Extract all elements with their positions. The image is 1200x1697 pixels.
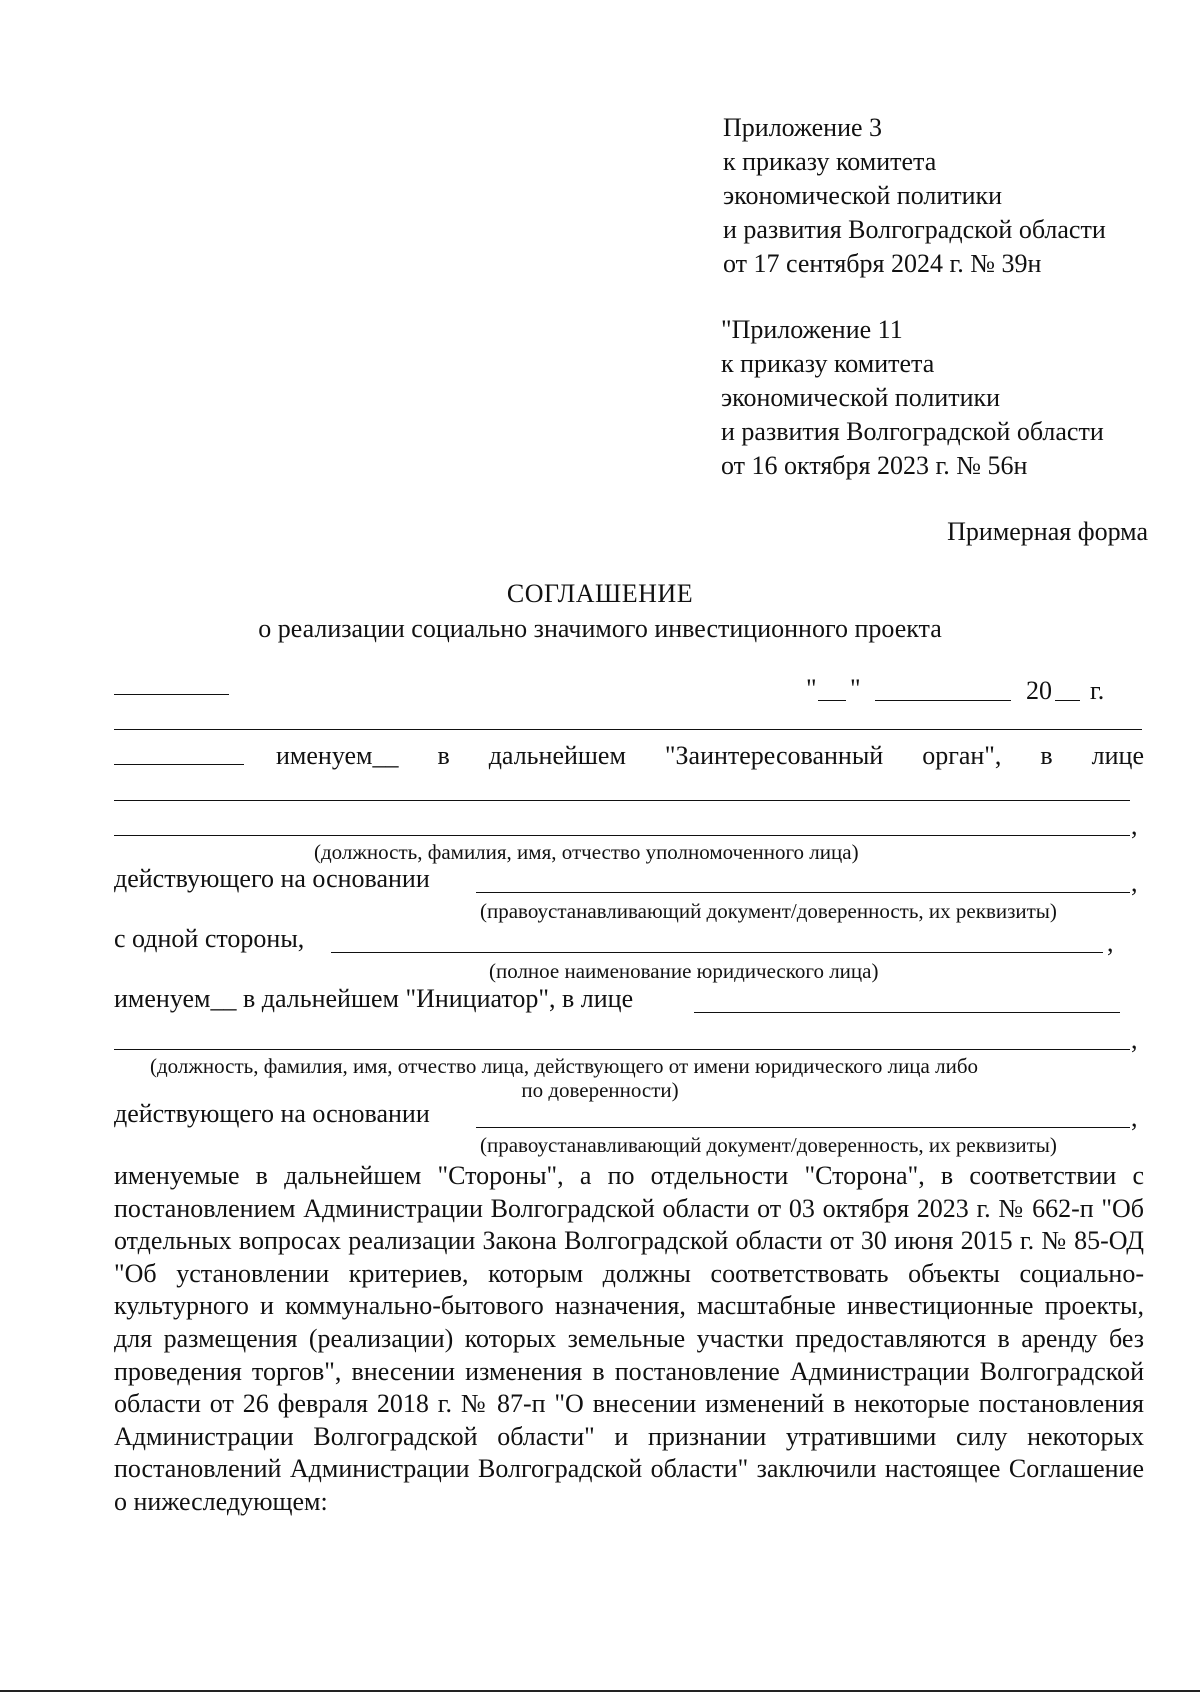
official-blank-2[interactable]: [114, 835, 1130, 836]
person-word: лице: [1091, 741, 1144, 770]
initiator-official-caption-2: по доверенности): [521, 1078, 679, 1102]
appendix-block: [723, 111, 1106, 281]
organ-word-2: орган",: [922, 741, 1002, 770]
appendix-line: к приказу комитета: [723, 147, 937, 176]
year-prefix: 20: [1026, 676, 1052, 705]
appendix-prev-line: от 16 октября 2023 г. № 56н: [721, 451, 1028, 480]
initiator-official-caption-1: (должность, фамилия, имя, отчество лица, действующего от имени юридического лица либо: [150, 1054, 979, 1078]
comma: ,: [1131, 868, 1138, 897]
initiator-label: именуем__ в дальнейшем "Инициатор", в лице: [114, 984, 634, 1013]
appendix-prev-line: экономической политики: [721, 383, 1001, 412]
named-word: именуем__: [276, 741, 399, 770]
appendix-prev-block: [721, 313, 1104, 483]
form-label: Примерная форма: [947, 517, 1148, 546]
appendix-prev-line: к приказу комитета: [721, 349, 935, 378]
appendix-line: Приложение 3: [723, 113, 883, 142]
appendix-prev-line: и развития Волгоградской области: [721, 417, 1104, 446]
document-subtitle: о реализации социально значимого инвестиционного проекта: [258, 614, 942, 643]
year-blank[interactable]: [1055, 700, 1080, 701]
comma: ,: [1131, 811, 1138, 840]
basis-caption: (правоустанавливающий документ/доверенность, их реквизиты): [480, 899, 1057, 923]
day-blank[interactable]: [818, 700, 846, 701]
appendix-line: и развития Волгоградской области: [723, 215, 1106, 244]
comma: ,: [1131, 1025, 1138, 1054]
acting-basis-label: действующего на основании: [114, 864, 430, 893]
document-title: СОГЛАШЕНИЕ: [506, 579, 694, 608]
month-blank[interactable]: [875, 700, 1011, 701]
one-side-label: с одной стороны,: [114, 924, 305, 953]
official-caption: (должность, фамилия, имя, отчество уполномоченного лица): [314, 840, 859, 864]
organ-naming-row: [276, 739, 1144, 772]
basis-caption-2: (правоустанавливающий документ/доверенность, их реквизиты): [480, 1133, 1057, 1157]
organ-word: "Заинтересованный: [664, 741, 884, 770]
date-quote-open: ": [806, 674, 817, 703]
legal-name-blank[interactable]: [331, 952, 1103, 953]
appendix-line: от 17 сентября 2024 г. № 39н: [723, 249, 1042, 278]
basis-blank-2[interactable]: [476, 1127, 1130, 1128]
year-suffix: г.: [1090, 676, 1105, 705]
official-blank-1[interactable]: [114, 800, 1130, 801]
acting-basis-label-2: действующего на основании: [114, 1099, 430, 1128]
initiator-official-blank[interactable]: [114, 1049, 1130, 1050]
preamble-paragraph: именуемые в дальнейшем "Стороны", а по отдельности "Сторона", в соответствии с постановлением Администрации Волгоградской области от 03 октября 2023 г. № 662-п "Об отдельных вопросах реализации Закона Волгоградской области от 30 июня 2015 г. № 85-ОД "Об установлении критериев, которым должны соответствовать объекты социально-культурного и коммунально-бытового назначения, масштабные инвестиционные проекты, для размещения (реализации) которых земельные участки предоставляются в аренду без проведения торгов", внесении изменения в постановление Администрации Волгоградской области от 26 февраля 2018 г. № 87-п "О внесении изменений в некоторые постановления Администрации Волгоградской области" и признании утратившими силу некоторых постановлений Администрации Волгоградской области" заключили настоящее Соглашение о нижеследующем:: [114, 1161, 1144, 1516]
organ-short-blank[interactable]: [114, 764, 244, 765]
comma: ,: [1107, 928, 1114, 957]
organ-name-blank[interactable]: [114, 729, 1142, 730]
comma: ,: [1131, 1103, 1138, 1132]
in-word-2: в: [1040, 741, 1053, 770]
place-blank[interactable]: [114, 694, 229, 695]
date-quote-close: ": [850, 674, 861, 703]
further-word: дальнейшем: [488, 741, 626, 770]
legal-name-caption: (полное наименование юридического лица): [489, 959, 879, 983]
appendix-prev-line: "Приложение 11: [721, 315, 903, 344]
initiator-person-blank[interactable]: [694, 1012, 1120, 1013]
basis-blank[interactable]: [476, 892, 1130, 893]
in-word: в: [437, 741, 450, 770]
appendix-line: экономической политики: [723, 181, 1003, 210]
page-bottom-rule: [0, 1690, 1200, 1692]
